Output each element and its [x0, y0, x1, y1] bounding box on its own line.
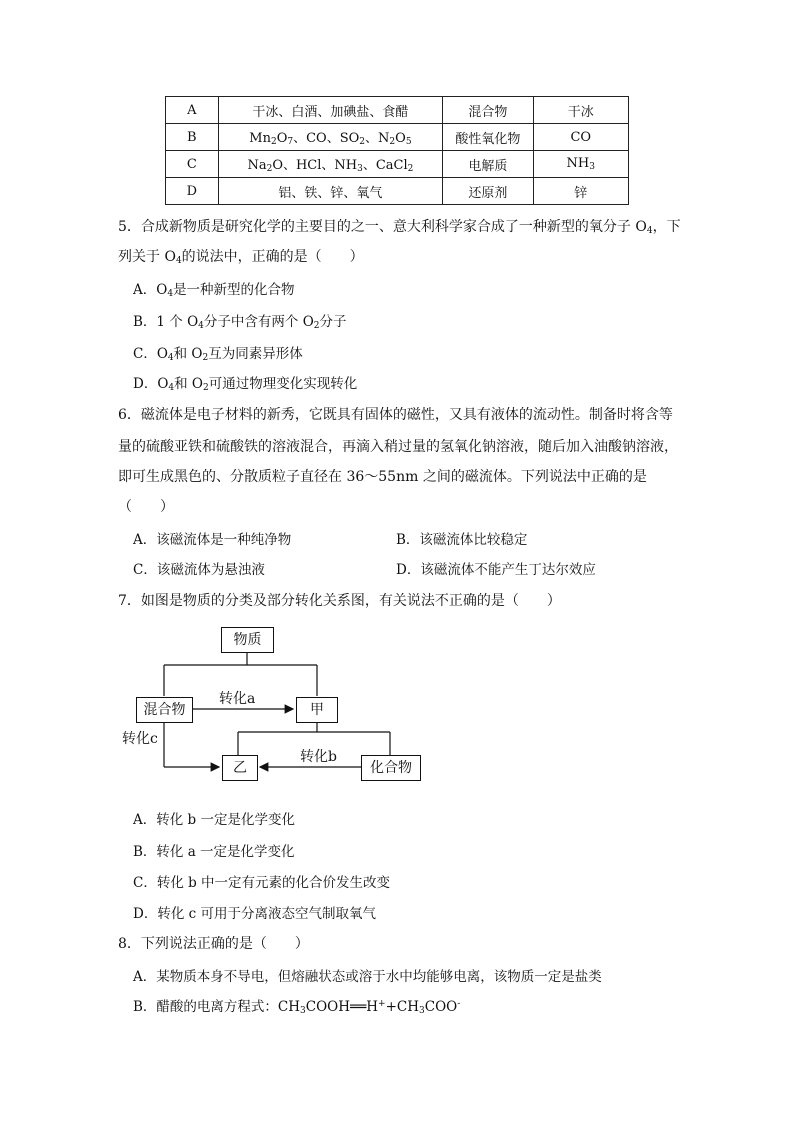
q5-option-c[interactable]: C．$O_4$和 $O_2$互为同素异形体	[133, 346, 303, 363]
row-category: 电解质	[443, 151, 533, 178]
node-substance: 物质	[221, 627, 274, 653]
q5-option-d[interactable]: D．$O_4$和 $O_2$可通过物理变化实现转化	[133, 376, 358, 393]
q6-stem-line4: （ ）	[118, 499, 174, 515]
row-substances: 铝、铁、锌、氧气	[218, 178, 443, 205]
q5-stem-line1: 5．合成新物质是研究化学的主要目的之一、意大利科学家合成了一种新型的氧分子 $O_4$，下	[118, 219, 681, 236]
q6-option-c[interactable]: C．该磁流体为悬浊液	[133, 562, 265, 578]
row-substances: $Na_2O$、HCl、$NH_3$、CaCl$_2$	[218, 151, 443, 178]
row-example: 锌	[533, 178, 628, 205]
q5-stem-line2: 列关于 $O_4$的说法中，正确的是（ ）	[118, 249, 364, 266]
row-letter: B	[166, 124, 219, 151]
node-compound: 化合物	[361, 755, 421, 781]
row-category: 酸性氧化物	[443, 124, 533, 151]
row-substances: $Mn_2O_7$、CO、$SO_2$、$N_2O_5$	[218, 124, 443, 151]
row-substances: 干冰、白酒、加碘盐、食醋	[218, 97, 443, 124]
q8-option-b[interactable]: B．醋酸的电离方程式：$CH_3COOH══H^++CH_3COO^-$	[133, 999, 461, 1016]
q7-option-d[interactable]: D．转化 c 可用于分离液态空气制取氧气	[133, 906, 376, 922]
q6-option-a[interactable]: A．该磁流体是一种纯净物	[133, 532, 292, 548]
q8-stem: 8．下列说法正确的是（ ）	[118, 936, 309, 952]
q8-option-a[interactable]: A．某物质本身不导电，但熔融状态或溶于水中均能够电离，该物质一定是盐类	[133, 969, 602, 985]
q6-option-d[interactable]: D．该磁流体不能产生丁达尔效应	[396, 562, 596, 578]
q7-option-a[interactable]: A．转化 b 一定是化学变化	[133, 812, 295, 828]
row-example: CO	[533, 124, 628, 151]
q7-stem: 7．如图是物质的分类及部分转化关系图，有关说法不正确的是（ ）	[118, 593, 561, 609]
label-conversion-a: 转化a	[219, 691, 256, 707]
table-row	[166, 97, 629, 124]
row-example: $NH_3$	[533, 151, 628, 178]
table-row	[166, 124, 629, 151]
row-example: 干冰	[533, 97, 628, 124]
node-mixture: 混合物	[136, 697, 193, 723]
q7-option-c[interactable]: C．转化 b 中一定有元素的化合价发生改变	[133, 875, 391, 891]
row-letter: C	[166, 151, 219, 178]
q6-stem-line2: 量的硫酸亚铁和硫酸铁的溶液混合，再滴入稍过量的氢氧化钠溶液，随后加入油酸钠溶液，	[118, 439, 678, 455]
classification-table	[165, 96, 629, 205]
q6-option-b[interactable]: B．该磁流体比较稳定	[396, 532, 528, 548]
row-letter: D	[166, 178, 219, 205]
node-yi: 乙	[222, 755, 258, 781]
table-row	[166, 178, 629, 205]
q5-option-b[interactable]: B．1 个 $O_4$分子中含有两个 $O_2$分子	[133, 314, 347, 331]
table-row	[166, 151, 629, 178]
q6-stem-line1: 6．磁流体是电子材料的新秀，它既具有固体的磁性，又具有液体的流动性。制备时将含等	[118, 407, 673, 423]
label-conversion-c: 转化c	[122, 731, 158, 747]
row-category: 混合物	[443, 97, 533, 124]
node-jia: 甲	[296, 697, 338, 723]
row-letter: A	[166, 97, 219, 124]
label-conversion-b: 转化b	[300, 749, 337, 765]
q6-stem-line3: 即可生成黑色的、分散质粒子直径在 36～55nm 之间的磁流体。下列说法中正确的是	[118, 469, 647, 485]
q7-option-b[interactable]: B．转化 a 一定是化学变化	[133, 844, 295, 860]
row-category: 还原剂	[443, 178, 533, 205]
q5-option-a[interactable]: A．$O_4$是一种新型的化合物	[133, 282, 295, 299]
